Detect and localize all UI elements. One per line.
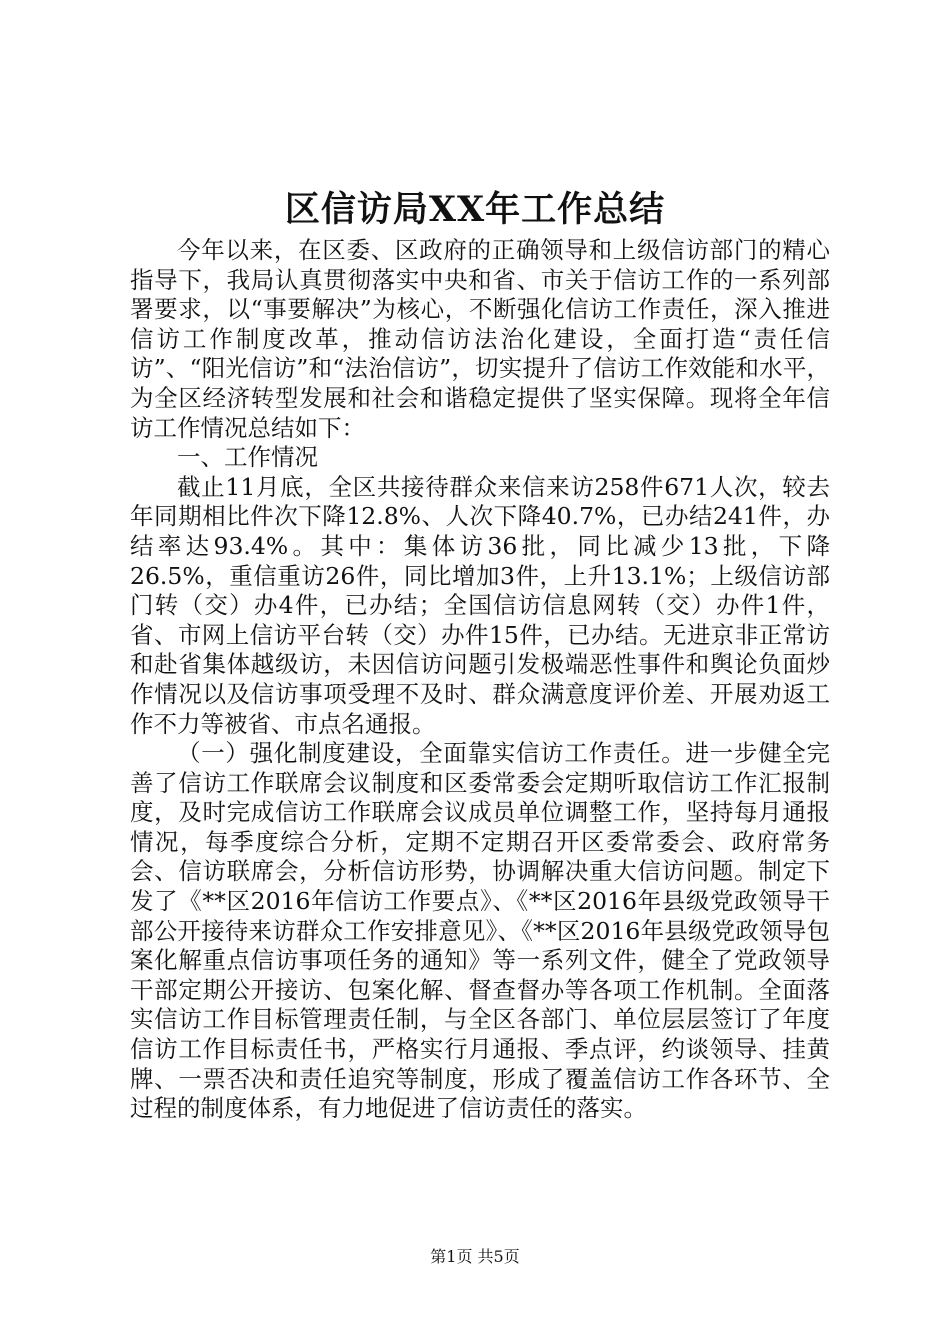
intro-paragraph: 今年以来，在区委、区政府的正确领导和上级信访部门的精心指导下，我局认真贯彻落实中央和省、市关于信访工作的一系列部署要求，以“事要解决”为核心，不断强化信访工作责任，深入推进信访工作制度改革，推动信访法治化建设，全面打造“责任信访”、“阳光信访”和“法治信访”，切实提升了信访工作效能和水平，为全区经济转型发展和社会和谐稳定提供了坚实保障。现将全年信访工作情况总结如下： [130, 236, 830, 442]
document-title: 区信访局XX年工作总结 [284, 189, 666, 230]
page-number-footer: 第1页 共5页 [430, 1247, 520, 1266]
statistics-paragraph: 截止11月底，全区共接待群众来信来访258件671人次，较去年同期相比件次下降12.8%、人次下降40.7%，已办结241件，办结率达93.4%。其中：集体访36批，同比减少13批，下降26.5%，重信重访26件，同比增加3件，上升13.1%；上级信访部门转（交）办4件，已办结；全国信访信息网转（交）办件1件，省、市网上信访平台转（交）办件15件，已办结。无进京非正常访和赴省集体越级访，未因信访问题引发极端恶性事件和舆论负面炒作情况以及信访事项受理不及时、群众满意度评价差、开展劝返工作不力等被省、市点名通报。 [130, 472, 830, 738]
section-heading: 一、工作情况 [177, 443, 318, 472]
subsection-paragraph: （一）强化制度建设，全面靠实信访工作责任。进一步健全完善了信访工作联席会议制度和区委常委会定期听取信访工作汇报制度，及时完成信访工作联席会议成员单位调整工作，坚持每月通报情况，每季度综合分析，定期不定期召开区委常委会、政府常务会、信访联席会，分析信访形势，协调解决重大信访问题。制定下发了《**区2016年信访工作要点》、《**区2016年县级党政领导干部公开接待来访群众工作安排意见》、《**区2016年县级党政领导包案化解重点信访事项任务的通知》等一系列文件，健全了党政领导干部定期公开接访、包案化解、督查督办等各项工作机制。全面落实信访工作目标管理责任制，与全区各部门、单位层层签订了年度信访工作目标责任书，严格实行月通报、季点评，约谈领导、挂黄牌、一票否决和责任追究等制度，形成了覆盖信访工作各环节、全过程的制度体系，有力地促进了信访责任的落实。 [130, 739, 830, 1123]
document-body [130, 236, 830, 1124]
